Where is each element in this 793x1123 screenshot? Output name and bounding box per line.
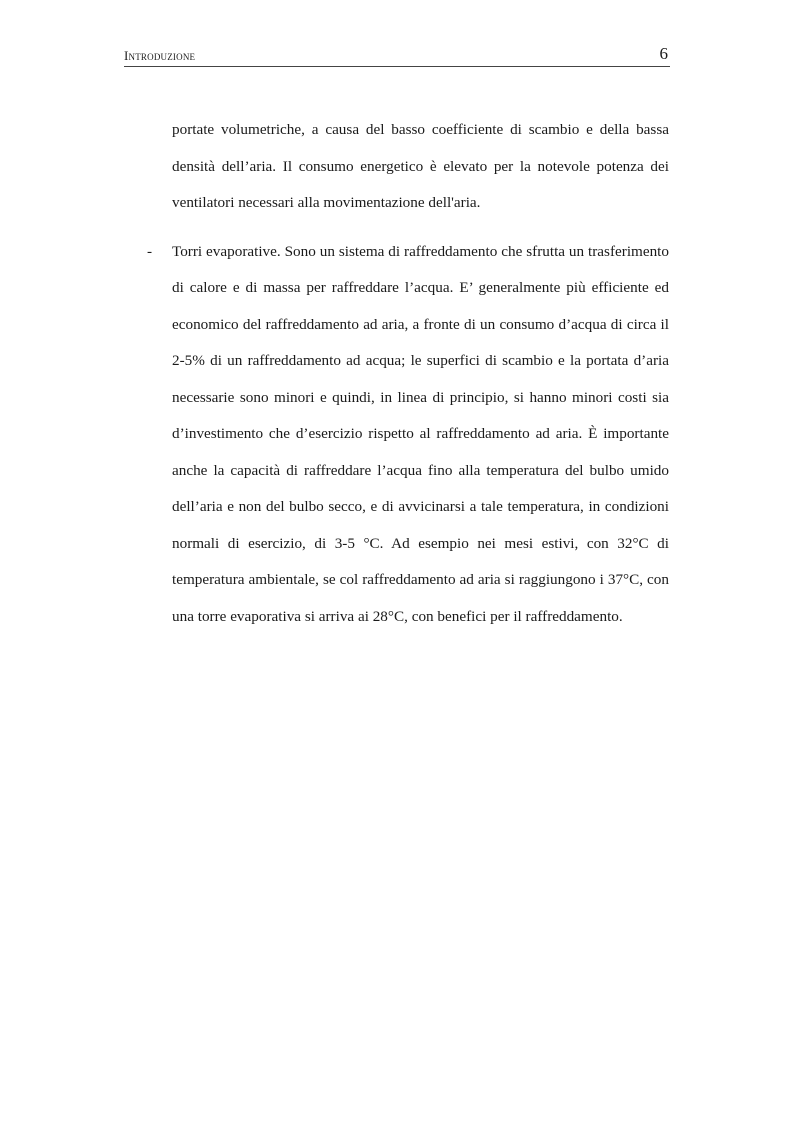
bullet-dash: - [147, 242, 153, 260]
continuation-paragraph: portate volumetriche, a causa del basso coefficiente di scambio e della bassa densità dell’aria. Il consumo energetico è elevato per la notevole potenza dei ventilatori necessari alla movimentazione dell'aria. [172, 121, 669, 211]
page-number: 6 [659, 44, 668, 63]
body-text [147, 112, 669, 635]
running-head-title: Introduzione [124, 48, 196, 63]
bullet-paragraph: Torri evaporative. Sono un sistema di raffreddamento che sfrutta un trasferimento di calore e di massa per raffreddare l’acqua. E’ generalmente più efficiente ed economico del raffreddamento ad aria, a fronte di un consumo d’acqua di circa il 2-5% di un raffreddamento ad acqua; le superfici di scambio e la portata d’aria necessarie sono minori e quindi, in linea di principio, si hanno minori costi sia d’investimento che d’esercizio rispetto al raffreddamento ad aria. È importante anche la capacità di raffreddare l’acqua fino alla temperatura del bulbo umido dell’aria e non del bulbo secco, e di avvicinarsi a tale temperatura, in condizioni normali di esercizio, di 3-5 °C. Ad esempio nei mesi estivi, con 32°C di temperatura ambientale, se col raffreddamento ad aria si raggiungono i 37°C, con una torre evaporativa si arriva ai 28°C, con benefici per il raffreddamento. [172, 242, 669, 625]
list-item [147, 234, 669, 636]
page-header [124, 44, 670, 67]
